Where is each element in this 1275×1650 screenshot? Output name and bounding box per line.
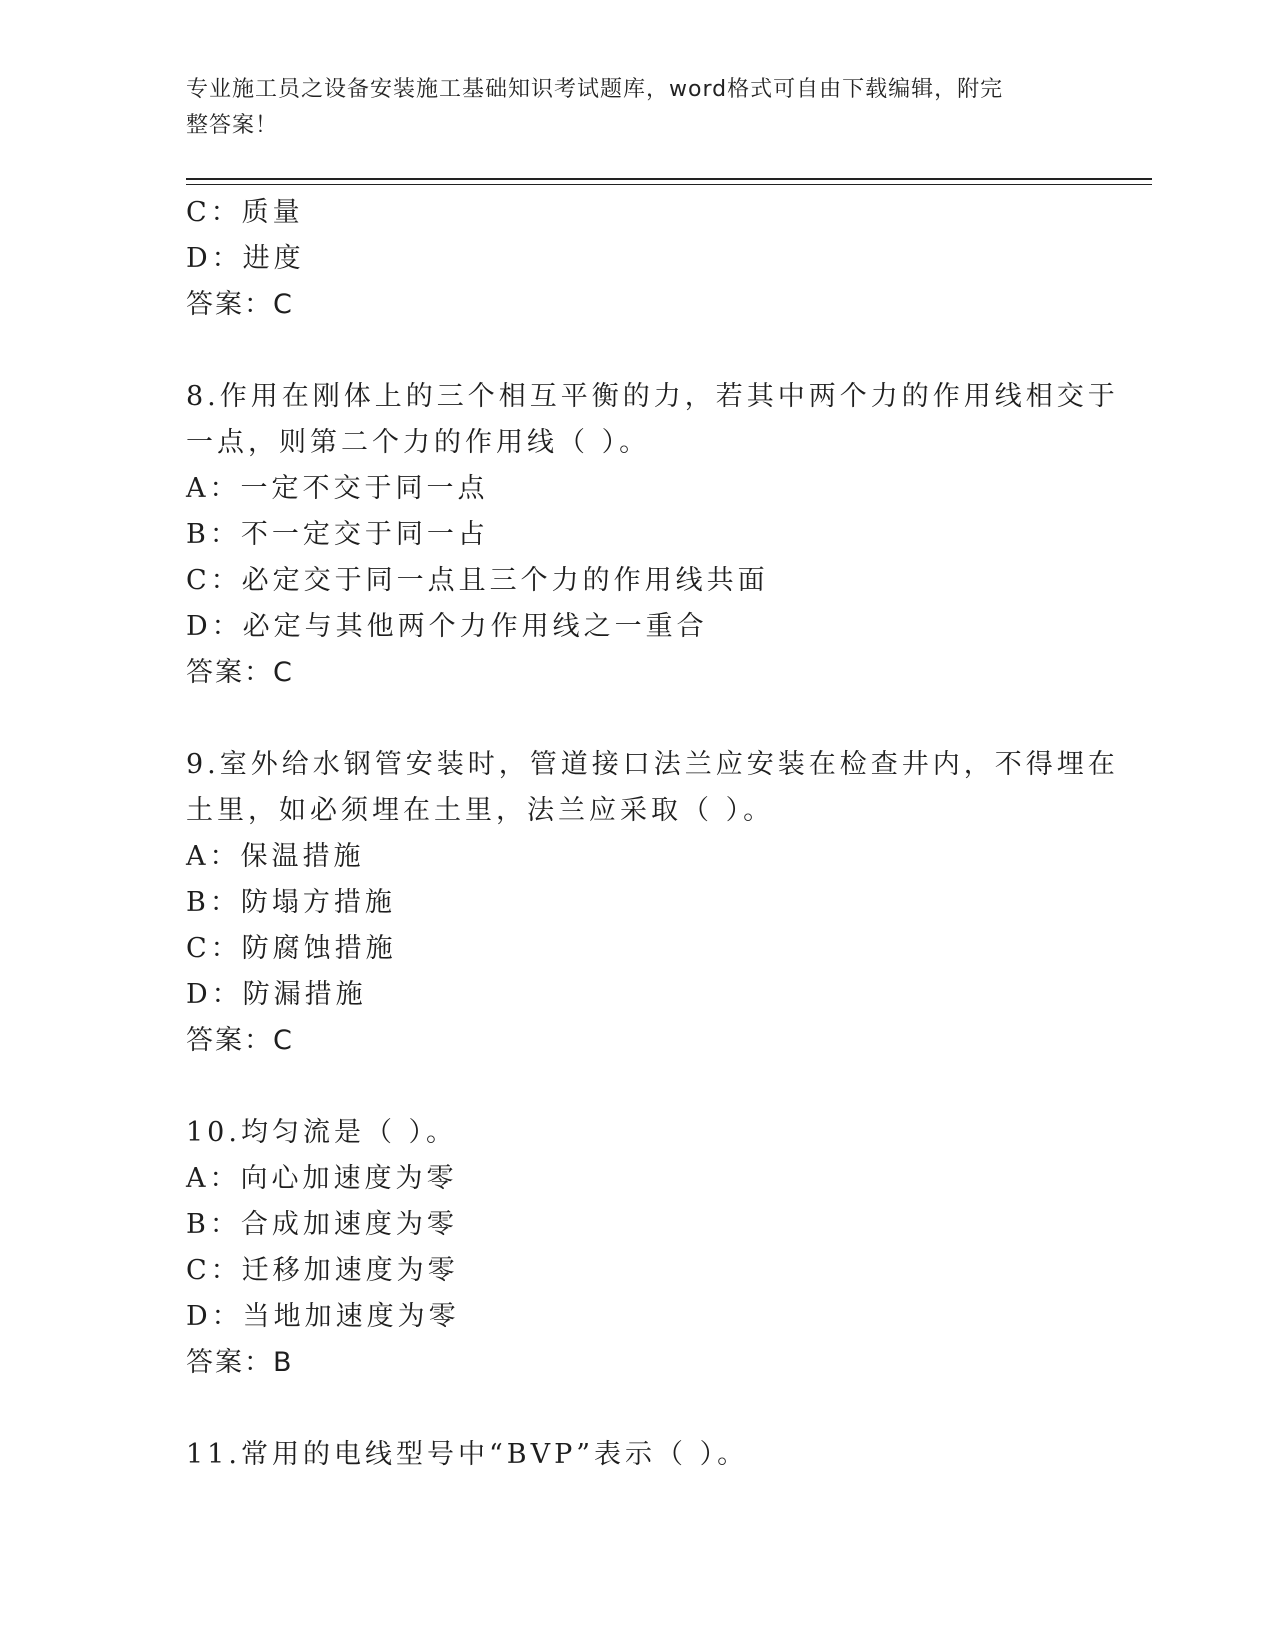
option-a: A：向心加速度为零 <box>186 1163 458 1194</box>
question-text-line: 8.作用在刚体上的三个相互平衡的力，若其中两个力的作用线相交于 <box>186 381 1119 412</box>
question-text-line: 一点，则第二个力的作用线（ ）。 <box>186 427 651 458</box>
question-11 <box>186 1432 1086 1478</box>
question-text-line: 11.常用的电线型号中“BVP”表示（ ）。 <box>186 1439 749 1470</box>
question-text-line: 土里，如必须埋在土里，法兰应采取（ ）。 <box>186 795 775 826</box>
question-10 <box>186 1110 1086 1386</box>
answer: 答案：C <box>186 1025 294 1056</box>
option-c: C：迁移加速度为零 <box>186 1255 459 1286</box>
option-b: B：合成加速度为零 <box>186 1209 458 1240</box>
header-line-2: 整答案！ <box>186 113 279 138</box>
option-d: D：防漏措施 <box>186 979 367 1010</box>
option-b: B：防塌方措施 <box>186 887 396 918</box>
previous-question-tail <box>186 190 1086 328</box>
option-c: C：必定交于同一点且三个力的作用线共面 <box>186 565 769 596</box>
option-a: A：保温措施 <box>186 841 365 872</box>
answer: 答案：B <box>186 1347 294 1378</box>
option-c: C：防腐蚀措施 <box>186 933 397 964</box>
option-d: D：必定与其他两个力作用线之一重合 <box>186 611 708 642</box>
question-text-line: 9.室外给水钢管安装时，管道接口法兰应安装在检查井内，不得埋在 <box>186 749 1119 780</box>
option-b: B：不一定交于同一占 <box>186 519 489 550</box>
header-divider <box>186 178 1152 185</box>
question-9 <box>186 742 1119 1064</box>
question-text-line: 10.均匀流是（ ）。 <box>186 1117 458 1148</box>
option-a: A：一定不交于同一点 <box>186 473 489 504</box>
page-header <box>186 72 1066 144</box>
header-line-1: 专业施工员之设备安装施工基础知识考试题库，word格式可自由下载编辑，附完 <box>186 77 1004 102</box>
question-8 <box>186 374 1119 696</box>
answer: 答案：C <box>186 289 294 320</box>
option-d: D：当地加速度为零 <box>186 1301 460 1332</box>
answer: 答案：C <box>186 657 294 688</box>
document-body <box>186 190 1119 1478</box>
option-c: C：质量 <box>186 197 304 228</box>
option-d: D：进度 <box>186 243 305 274</box>
